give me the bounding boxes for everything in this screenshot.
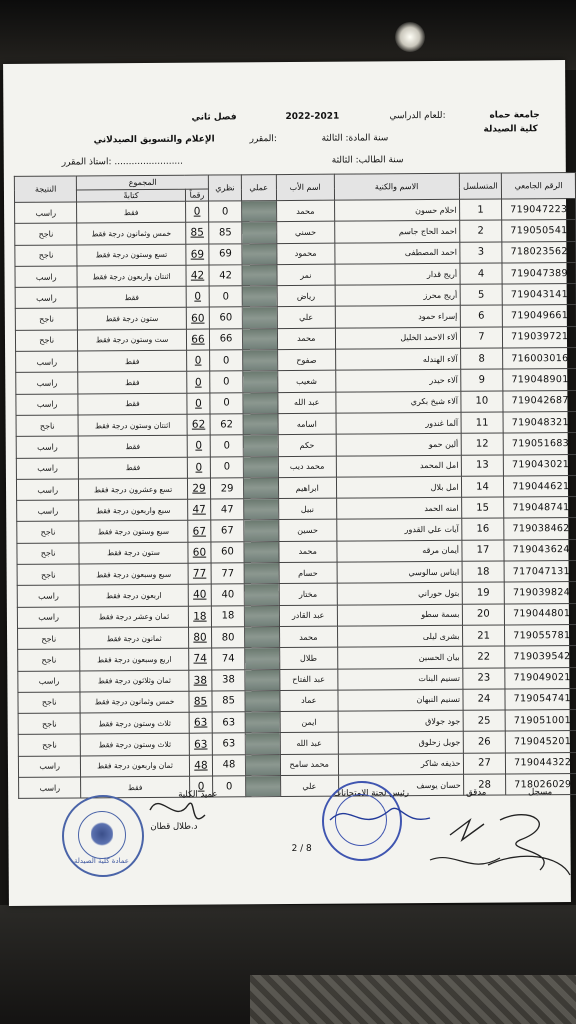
ceiling-light <box>395 22 425 52</box>
cell-total-words: سبع وستون درجة فقط <box>79 521 187 543</box>
course-label: المقرر: <box>249 134 277 145</box>
dean-label: عميد الكلية <box>178 789 218 800</box>
cell-total-words: سبع واربعون درجة فقط <box>79 499 187 521</box>
cell-serial: 2 <box>459 220 502 242</box>
cell-result: راسب <box>16 436 79 458</box>
cell-practical <box>243 371 278 393</box>
cell-total-words: ثمان وثلاثون درجة فقط <box>80 670 188 692</box>
cell-student-name: ايناس سالوسي <box>337 561 462 583</box>
cell-practical <box>244 520 279 542</box>
extra-signature <box>430 858 500 865</box>
cell-father-name: عبد الفتاح <box>279 669 337 691</box>
cell-serial: 17 <box>461 540 504 562</box>
cell-practical <box>245 669 280 691</box>
cell-total-words: سبع وسبعون درجة فقط <box>79 563 187 585</box>
cell-student-name: آلما غندور <box>336 412 461 434</box>
cell-uni-id: 719044322 <box>506 752 576 774</box>
cell-total-words: ستون درجة فقط <box>79 542 187 564</box>
col-practical-header: عملي <box>241 175 276 201</box>
cell-total-digits: 0 <box>186 286 210 307</box>
cell-total-digits: 48 <box>189 755 213 776</box>
cell-father-name: عبد الله <box>278 392 336 414</box>
cell-result: راسب <box>17 585 80 607</box>
cell-father-name: مختار <box>279 583 337 605</box>
cell-result: ناجح <box>18 734 81 756</box>
cell-result: راسب <box>16 458 79 480</box>
cell-practical <box>242 243 277 265</box>
cell-serial: 20 <box>462 604 505 626</box>
cell-theory: 38 <box>212 669 245 691</box>
cell-total-digits: 0 <box>185 201 209 222</box>
cell-father-name: نمر <box>277 264 335 286</box>
committee-signature <box>330 808 430 820</box>
year-label: للعام الدراسي: <box>389 110 446 122</box>
cell-theory: 67 <box>211 520 244 542</box>
cell-result: ناجح <box>18 692 81 714</box>
recorder-label: مسجل <box>528 787 553 798</box>
cell-uni-id: 719051001 <box>506 710 576 732</box>
cell-uni-id: 719039542 <box>505 646 576 668</box>
cell-father-name: حسين <box>278 520 336 542</box>
cell-student-name: بسمة سطو <box>337 604 462 626</box>
cell-total-digits: 85 <box>189 691 213 712</box>
cell-father-name: صفوح <box>277 349 335 371</box>
cell-result: ناجح <box>15 330 78 352</box>
cell-result: ناجح <box>18 649 81 671</box>
cell-uni-id: 719043141 <box>503 284 576 306</box>
cell-total-words: فقط <box>81 776 189 798</box>
cell-result: ناجح <box>16 415 79 437</box>
cell-result: راسب <box>18 756 81 778</box>
table-header-row <box>14 172 575 190</box>
cell-student-name: امنه الحمد <box>336 497 461 519</box>
recorder-signature <box>488 815 570 875</box>
cell-result: ناجح <box>15 245 78 267</box>
cell-total-digits: 69 <box>186 244 210 265</box>
cell-total-words: اثنتان وستون درجة فقط <box>78 414 186 436</box>
cell-practical <box>245 733 280 755</box>
cell-total-words: فقط <box>77 201 185 223</box>
col-father-header: اسم الأب <box>276 174 334 200</box>
cell-total-words: خمس وثمانون درجة فقط <box>77 222 185 244</box>
cell-serial: 3 <box>459 242 502 264</box>
cell-student-name: آلاء شيخ بكري <box>336 391 461 413</box>
cell-father-name: محمد <box>277 328 335 350</box>
semester: فصل ثاني <box>191 112 237 123</box>
cell-total-words: ثمان واربعون درجة فقط <box>81 755 189 777</box>
cell-practical <box>244 499 279 521</box>
cell-student-name: حذيفه شاكر <box>338 753 463 775</box>
cell-serial: 16 <box>461 518 504 540</box>
cell-result: راسب <box>18 670 81 692</box>
cell-total-words: فقط <box>78 372 186 394</box>
faculty-name: كلية الصيدلة <box>483 124 538 135</box>
cell-practical <box>242 350 277 372</box>
cell-serial: 27 <box>463 753 506 775</box>
cell-practical <box>243 456 278 478</box>
cell-uni-id: 719048741 <box>504 497 576 519</box>
cell-uni-id: 717047131 <box>504 561 576 583</box>
cell-serial: 18 <box>462 561 505 583</box>
course-name: الإعلام والتسويق الصيدلاني <box>93 134 215 146</box>
cell-uni-id: 719043021 <box>504 454 576 476</box>
cell-serial: 5 <box>460 284 503 306</box>
cell-father-name: ابراهيم <box>278 477 336 499</box>
cell-uni-id: 719039824 <box>505 582 576 604</box>
cell-total-digits: 0 <box>187 435 211 456</box>
cell-result: راسب <box>17 500 80 522</box>
cell-total-digits: 0 <box>189 776 213 797</box>
cell-total-digits: 74 <box>188 648 212 669</box>
cell-student-name: أيمان مرقه <box>337 540 462 562</box>
floor-tiles <box>250 975 576 1024</box>
cell-theory: 85 <box>212 691 245 713</box>
cell-result: ناجح <box>17 521 80 543</box>
auditor-label: مدقق <box>466 787 487 798</box>
cell-uni-id: 718026029 <box>506 773 576 795</box>
cell-result: ناجح <box>15 308 78 330</box>
cell-student-name: احمد الحاج جاسم <box>335 221 460 243</box>
cell-student-name: بشرى ليلى <box>337 625 462 647</box>
cell-father-name: محمد <box>276 200 334 222</box>
cell-student-name: إسراء حمود <box>335 306 460 328</box>
cell-total-digits: 63 <box>189 733 213 754</box>
cell-practical <box>242 286 277 308</box>
cell-result: ناجح <box>17 564 80 586</box>
cell-student-name: جود جولاق <box>338 710 463 732</box>
col-uni-id-header: الرقم الجامعي <box>502 172 576 199</box>
cell-total-digits: 0 <box>186 371 210 392</box>
cell-theory: 0 <box>210 392 243 414</box>
cell-serial: 4 <box>460 263 503 285</box>
cell-practical <box>242 222 277 244</box>
cell-practical <box>243 392 278 414</box>
cell-theory: 69 <box>209 243 242 265</box>
cell-total-words: فقط <box>78 286 186 308</box>
cell-uni-id: 719054741 <box>505 688 576 710</box>
cell-practical <box>243 435 278 457</box>
cell-serial: 26 <box>463 731 506 753</box>
cell-practical <box>245 690 280 712</box>
cell-total-words: ستون درجة فقط <box>78 308 186 330</box>
cell-practical <box>244 605 279 627</box>
cell-result: راسب <box>16 351 79 373</box>
cell-serial: 24 <box>462 689 505 711</box>
cell-uni-id: 719038462 <box>504 518 576 540</box>
student-year: سنة الطالب: الثالثة <box>331 155 404 166</box>
cell-result: ناجح <box>18 628 81 650</box>
cell-theory: 77 <box>211 563 244 585</box>
cell-serial: 8 <box>460 348 503 370</box>
cell-uni-id: 718023562 <box>502 241 576 263</box>
cell-serial: 19 <box>462 582 505 604</box>
cell-theory: 63 <box>212 733 245 755</box>
cell-serial: 11 <box>461 412 504 434</box>
cell-father-name: حسام <box>279 562 337 584</box>
signatures <box>0 780 576 890</box>
cell-student-name: ألاء الاحمد الخليل <box>335 327 460 349</box>
cell-theory: 0 <box>210 371 243 393</box>
cell-practical <box>245 754 280 776</box>
committee-head-label: رئيس لجنة الامتحانات <box>333 788 410 799</box>
cell-serial: 9 <box>460 369 503 391</box>
cell-father-name: حسني <box>276 221 334 243</box>
cell-practical <box>243 477 278 499</box>
stamp-caption: عمادة كلية الصيدلة <box>74 857 129 865</box>
cell-student-name: احمد المصطفى <box>335 242 460 264</box>
cell-serial: 1 <box>459 199 502 221</box>
year-value: 2022-2021 <box>285 111 340 123</box>
cell-uni-id: 719055781 <box>505 624 576 646</box>
cell-father-name: ايمن <box>280 711 338 733</box>
cell-father-name: علي <box>280 775 338 797</box>
cell-total-words: فقط <box>79 435 187 457</box>
cell-uni-id: 719045201 <box>506 731 576 753</box>
cell-result: راسب <box>17 607 80 629</box>
cell-theory: 0 <box>210 350 243 372</box>
cell-serial: 22 <box>462 646 505 668</box>
cell-result: راسب <box>15 202 78 224</box>
cell-father-name: رياض <box>277 285 335 307</box>
cell-theory: 40 <box>211 584 244 606</box>
page-number: 2 / 8 <box>291 843 312 854</box>
cell-uni-id: 719051683 <box>504 433 576 455</box>
cell-student-name: آلاء حيدر <box>336 370 461 392</box>
cell-practical <box>242 307 277 329</box>
cell-theory: 29 <box>211 478 244 500</box>
cell-father-name: محمد ديب <box>278 456 336 478</box>
col-serial-header: المتسلسل <box>459 173 502 199</box>
cell-result: راسب <box>16 372 79 394</box>
cell-theory: 47 <box>211 499 244 521</box>
cell-student-name: جويل زحلوق <box>338 732 463 754</box>
cell-theory: 0 <box>209 286 242 308</box>
cell-father-name: عماد <box>280 690 338 712</box>
cell-result: ناجح <box>17 543 80 565</box>
cell-uni-id: 719039721 <box>503 326 576 348</box>
cell-serial: 15 <box>461 497 504 519</box>
cell-serial: 14 <box>461 476 504 498</box>
cell-total-digits: 0 <box>187 393 211 414</box>
cell-father-name: عبد القادر <box>279 605 337 627</box>
cell-practical <box>244 563 279 585</box>
cell-uni-id: 719050541 <box>502 220 576 242</box>
teacher-label: استاذ المقرر: ........................ <box>61 156 184 168</box>
cell-father-name: حكم <box>278 434 336 456</box>
cell-total-words: اربعون درجة فقط <box>80 585 188 607</box>
cell-total-words: اثنتان واربعون درجة فقط <box>77 265 185 287</box>
cell-total-digits: 42 <box>186 265 210 286</box>
cell-uni-id: 719049021 <box>505 667 576 689</box>
cell-total-digits: 63 <box>189 712 213 733</box>
cell-student-name: تسنيم النبهان <box>338 689 463 711</box>
cell-serial: 13 <box>461 455 504 477</box>
cell-total-words: اربع وسبعون درجة فقط <box>80 648 188 670</box>
cell-theory: 66 <box>210 329 243 351</box>
cell-serial: 25 <box>463 710 506 732</box>
cell-total-words: ثلاث وستون درجة فقط <box>81 734 189 756</box>
cell-theory: 0 <box>213 776 246 798</box>
cell-father-name: طلال <box>279 647 337 669</box>
grades-table <box>14 172 576 799</box>
cell-total-digits: 60 <box>188 542 212 563</box>
cell-uni-id: 719044801 <box>505 603 576 625</box>
col-total-digits-header: رقماً <box>185 189 209 201</box>
cell-result: راسب <box>15 266 78 288</box>
cell-practical <box>244 541 279 563</box>
cell-father-name: شعيب <box>277 371 335 393</box>
cell-uni-id: 716003016 <box>503 348 576 370</box>
col-result-header: النتيجة <box>14 176 77 202</box>
cell-total-words: خمس وثمانون درجة فقط <box>80 691 188 713</box>
cell-theory: 48 <box>213 755 246 777</box>
cell-student-name: امل بلال <box>336 476 461 498</box>
cell-practical <box>245 712 280 734</box>
cell-total-words: ثلاث وستون درجة فقط <box>80 712 188 734</box>
cell-practical <box>244 626 279 648</box>
cell-father-name: اسامه <box>278 413 336 435</box>
cell-serial: 6 <box>460 305 503 327</box>
cell-result: ناجح <box>18 713 81 735</box>
cell-student-name: أريج محرز <box>335 284 460 306</box>
cell-total-words: ثمان وعشر درجة فقط <box>80 606 188 628</box>
cell-total-words: فقط <box>78 350 186 372</box>
cell-student-name: احلام حسون <box>334 199 459 221</box>
cell-total-digits: 80 <box>188 627 212 648</box>
cell-total-digits: 85 <box>185 222 209 243</box>
cell-serial: 21 <box>462 625 505 647</box>
cell-father-name: محمد <box>279 626 337 648</box>
auditor-signature <box>450 820 484 840</box>
subject-year: سنة المادة: الثالثة <box>321 133 389 144</box>
cell-practical <box>243 414 278 436</box>
cell-student-name: امل المحمد <box>336 455 461 477</box>
cell-total-words: تسع وستون درجة فقط <box>77 244 185 266</box>
cell-practical <box>242 264 277 286</box>
cell-theory: 62 <box>210 414 243 436</box>
cell-total-digits: 60 <box>186 308 210 329</box>
dean-name: د.طلال قطان <box>150 821 198 832</box>
cell-total-digits: 47 <box>187 499 211 520</box>
cell-practical <box>241 201 276 223</box>
cell-total-digits: 0 <box>186 350 210 371</box>
cell-uni-id: 719044621 <box>504 475 576 497</box>
cell-practical <box>242 328 277 350</box>
cell-theory: 18 <box>212 605 245 627</box>
cell-total-words: فقط <box>78 393 186 415</box>
cell-student-name: بيان الحسين <box>338 647 463 669</box>
cell-uni-id: 719042687 <box>503 390 576 412</box>
cell-serial: 10 <box>460 391 503 413</box>
col-name-header: الاسم والكنية <box>334 173 459 200</box>
cell-serial: 23 <box>462 668 505 690</box>
cell-father-name: علي <box>277 307 335 329</box>
cell-theory: 0 <box>210 435 243 457</box>
cell-practical <box>245 648 280 670</box>
cell-theory: 0 <box>211 456 244 478</box>
background-top <box>0 0 576 70</box>
cell-uni-id: 719047389 <box>502 262 576 284</box>
cell-theory: 60 <box>211 542 244 564</box>
cell-total-digits: 29 <box>187 478 211 499</box>
cell-total-digits: 62 <box>187 414 211 435</box>
cell-theory: 0 <box>209 201 242 223</box>
cell-result: ناجح <box>15 223 78 245</box>
cell-student-name: أريج قدار <box>335 263 460 285</box>
cell-result: راسب <box>19 777 82 799</box>
cell-serial: 28 <box>463 774 506 796</box>
col-theory-header: نظري <box>209 175 242 201</box>
cell-total-digits: 18 <box>188 606 212 627</box>
dean-signature <box>150 803 205 819</box>
cell-student-name: حسان يوسف <box>338 774 463 796</box>
cell-father-name: محمود <box>276 243 334 265</box>
cell-total-words: تسع وعشرون درجة فقط <box>79 478 187 500</box>
cell-theory: 74 <box>212 648 245 670</box>
cell-serial: 12 <box>461 433 504 455</box>
cell-student-name: آلاء الهندله <box>335 348 460 370</box>
cell-practical <box>244 584 279 606</box>
cell-theory: 42 <box>209 265 242 287</box>
cell-total-digits: 40 <box>188 584 212 605</box>
cell-student-name: بتول حوراني <box>337 583 462 605</box>
cell-uni-id: 719047223 <box>502 198 576 220</box>
cell-theory: 80 <box>212 627 245 649</box>
cell-serial: 7 <box>460 327 503 349</box>
cell-student-name: ألين حمو <box>336 434 461 456</box>
cell-father-name: محمد سامح <box>280 754 338 776</box>
cell-uni-id: 719048901 <box>503 369 576 391</box>
cell-theory: 85 <box>209 222 242 244</box>
cell-student-name: تسنيم البنات <box>338 668 463 690</box>
cell-theory: 63 <box>212 712 245 734</box>
cell-uni-id: 719043624 <box>504 539 576 561</box>
cell-result: راسب <box>16 479 79 501</box>
col-total-words-header: كتابةً <box>77 189 185 202</box>
university-name: جامعة حماه <box>489 110 540 121</box>
cell-father-name: نبيل <box>278 498 336 520</box>
cell-total-digits: 38 <box>189 670 213 691</box>
cell-total-words: فقط <box>79 457 187 479</box>
cell-total-digits: 0 <box>187 457 211 478</box>
cell-total-words: ثمانون درجة فقط <box>80 627 188 649</box>
cell-father-name: محمد <box>279 541 337 563</box>
cell-result: راسب <box>16 394 79 416</box>
cell-theory: 60 <box>209 307 242 329</box>
cell-total-digits: 67 <box>187 520 211 541</box>
cell-total-digits: 66 <box>186 329 210 350</box>
cell-student-name: آيات علي القدور <box>337 519 462 541</box>
cell-total-words: ست وستون درجة فقط <box>78 329 186 351</box>
cell-uni-id: 719049661 <box>503 305 576 327</box>
cell-total-digits: 77 <box>188 563 212 584</box>
cell-father-name: عبد الله <box>280 733 338 755</box>
cell-uni-id: 719048321 <box>503 411 576 433</box>
col-total-header: المجموع <box>77 175 209 190</box>
cell-result: راسب <box>15 287 78 309</box>
